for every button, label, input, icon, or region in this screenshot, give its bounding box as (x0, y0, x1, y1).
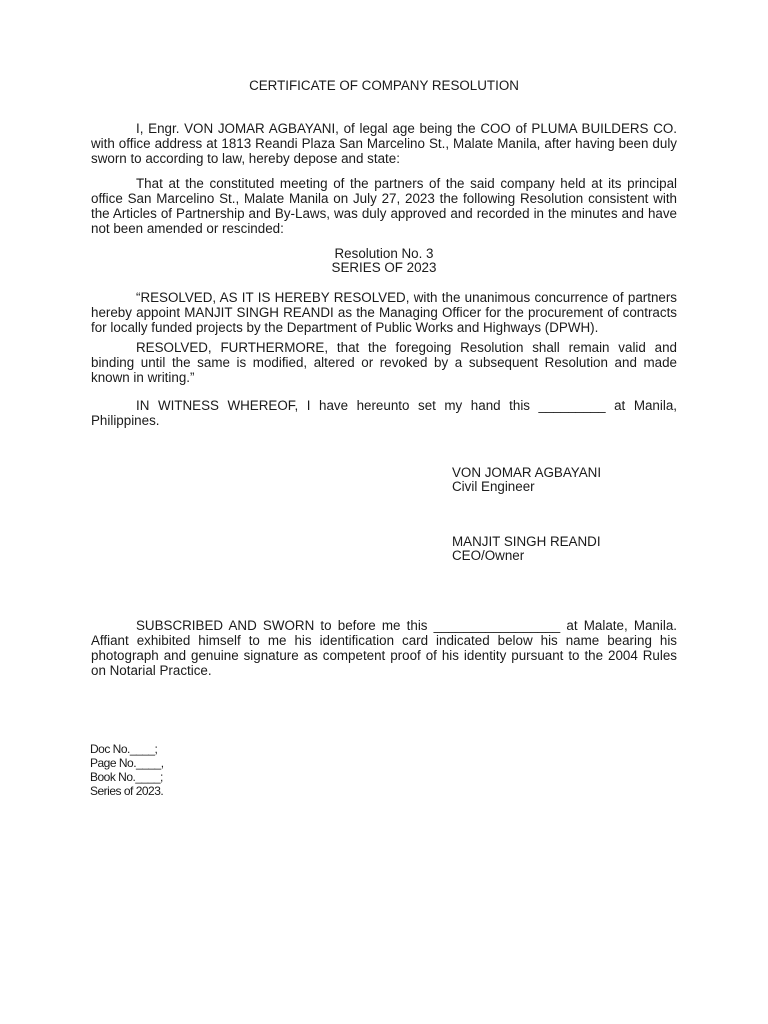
resolution-number: Resolution No. 3 (334, 246, 434, 261)
meeting-paragraph: That at the constituted meeting of the partners of the said company held at its principal office San Marcelino St., Malate Manila on July 27, 2023 the following Resolution consistent with the Articles of Partnership and By-Laws, was duly approved and recorded in the minutes and have not been amended or rescinded: (91, 176, 677, 236)
subscribed-paragraph: SUBSCRIBED AND SWORN to before me this _________________ at Malate, Manila. Affiant exhibited himself to me his identification card indicated below his name bearing his photograph and genuine signature as competent proof of his identity pursuant to the 2004 Rules on Notarial Practice. (91, 618, 677, 678)
notarial-doc-info (90, 742, 290, 798)
signatory-1-title: Civil Engineer (452, 479, 535, 494)
resolved-paragraph-2: RESOLVED, FURTHERMORE, that the foregoing Resolution shall remain valid and binding until the same is modified, altered or revoked by a subsequent Resolution and made known in writing.” (91, 340, 677, 385)
signatory-2-title: CEO/Owner (452, 548, 525, 563)
document-title: CERTIFICATE OF COMPANY RESOLUTION (249, 78, 519, 93)
series-year: Series of 2023. (90, 784, 164, 798)
doc-number: Doc No.____; (90, 742, 158, 756)
resolution-series: SERIES OF 2023 (331, 260, 437, 275)
resolved-paragraph-1: “RESOLVED, AS IT IS HEREBY RESOLVED, with the unanimous concurrence of partners hereby appoint MANJIT SINGH REANDI as the Managing Officer for the procurement of contracts for locally funded projects by the Department of Public Works and Highways (DPWH). (91, 290, 677, 335)
signatory-2-name: MANJIT SINGH REANDI (452, 534, 601, 549)
witness-paragraph: IN WITNESS WHEREOF, I have hereunto set my hand this _________ at Manila, Philippines. (91, 398, 677, 428)
affiant-paragraph: I, Engr. VON JOMAR AGBAYANI, of legal age being the COO of PLUMA BUILDERS CO. with office address at 1813 Reandi Plaza San Marcelino St., Malate Manila, after having been duly sworn to according to law, hereby depose and state: (91, 121, 677, 166)
page-number: Page No.____, (90, 756, 164, 770)
book-number: Book No.____; (90, 770, 163, 784)
signatory-1-name: VON JOMAR AGBAYANI (452, 465, 602, 480)
